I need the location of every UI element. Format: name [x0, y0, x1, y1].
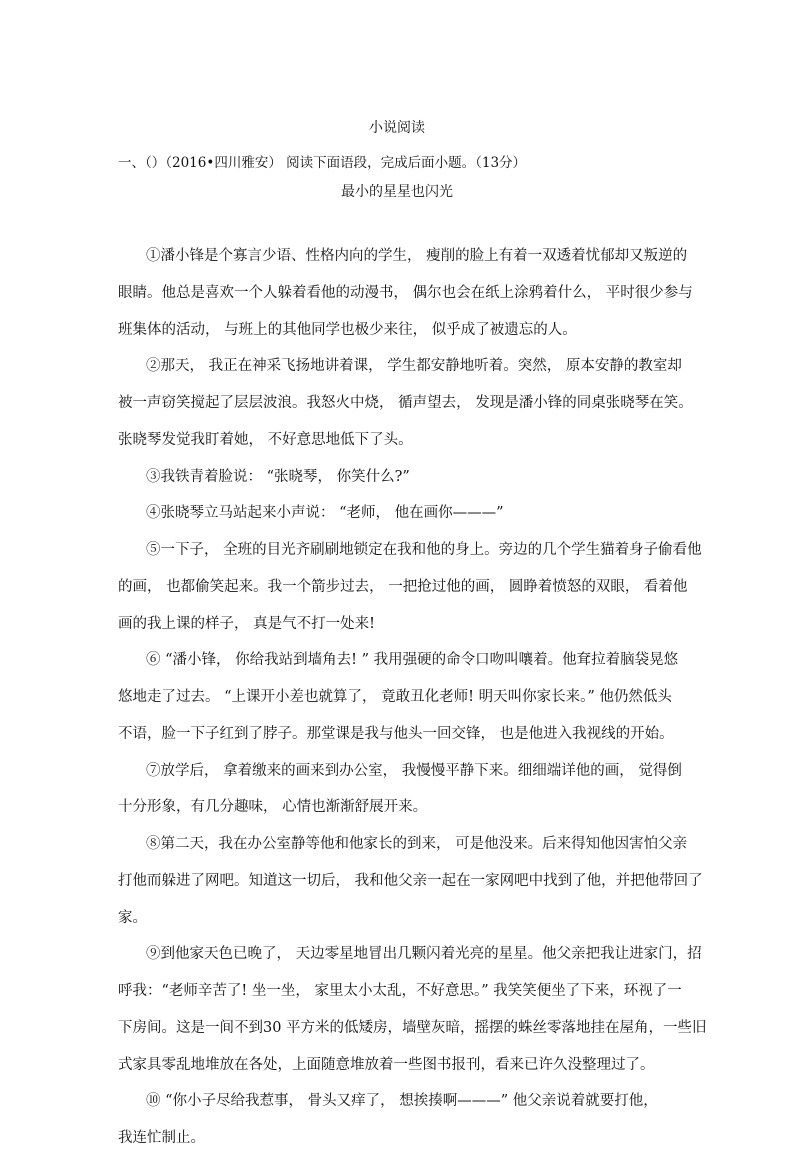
paragraph-line: 打他而躲进了网吧。知道这一切后， 我和他父亲一起在一家网吧中找到了他，并把他带回了 — [118, 872, 703, 889]
section-title: 小说阅读 — [369, 120, 425, 136]
paragraph-line: 不语，脸一下子红到了脖子。那堂课是我与他头一回交锋， 也是他进入我视线的开始。 — [118, 725, 674, 742]
paragraph-line: 被一声窃笑搅起了层层波浪。我怒火中烧， 循声望去， 发现是潘小锋的同桌张晓琴在笑。 — [118, 395, 693, 411]
question-header: 一、（）（2016•四川雅安） 阅读下面语段，完成后面小题。（13分） — [118, 155, 527, 171]
paragraph-line: 十分形象，有几分趣味， 心情也渐渐舒展开来。 — [118, 799, 428, 816]
paragraph-line: ⑨到他家天色已晚了， 天边零星地冒出几颗闪着光亮的星星。他父亲把我让进家门，招 — [146, 946, 702, 963]
paragraph-line: 班集体的活动， 与班上的其他同学也极少来往， 似乎成了被遗忘的人。 — [118, 321, 577, 338]
paragraph-line: ④张晓琴立马站起来小声说： “老师， 他在画你———” — [146, 505, 504, 522]
paragraph-line: ②那天， 我正在神采飞扬地讲着课， 学生都安静地听着。突然， 原本安静的教室却 — [146, 358, 682, 375]
paragraph-line: ⑩ “你小子尽给我惹事， 骨头又痒了， 想挨揍啊———” 他父亲说着就要打他， — [146, 1093, 658, 1110]
paragraph-line: 的画， 也都偷笑起来。我一个箭步过去， 一把抢过他的画， 圆睁着愤怒的双眼， 看着他 — [118, 578, 688, 595]
paragraph-line: ③我铁青着脸说： “张晓琴， 你笑什么?” — [146, 468, 410, 485]
story-title: 最小的星星也闪光 — [341, 184, 453, 200]
paragraph-line: 式家具零乱地堆放在各处，上面随意堆放着一些图书报刊，看来已许久没整理过了。 — [118, 1056, 655, 1073]
paragraph-line: 家。 — [118, 909, 147, 926]
paragraph-line: ⑧第二天，我在办公室静等他和他家长的到来， 可是他没来。后来得知他因害怕父亲 — [146, 836, 688, 852]
paragraph-line: 画的我上课的样子， 真是气不打一处来! — [118, 615, 375, 632]
paragraph-line: 眼睛。他总是喜欢一个人躲着看他的动漫书， 偶尔也会在纸上涂鸦着什么， 平时很少参与 — [118, 284, 693, 301]
paragraph-line: 悠地走了过去。 “上课开小差也就算了， 竟敢丑化老师! 明天叫你家长来。” 他仍然低头 — [118, 689, 672, 705]
paragraph-line: 呼我：“老师辛苦了! 坐一坐， 家里太小太乱，不好意思。” 我笑笑便坐了下来，环视了一 — [118, 983, 682, 999]
paragraph-line: 张晓琴发觉我盯着她， 不好意思地低下了头。 — [118, 431, 413, 448]
paragraph-line: ⑤一下子， 全班的目光齐刷刷地锁定在我和他的身上。旁边的几个学生猫着身子偷看他 — [146, 542, 702, 558]
story-body — [118, 246, 707, 1165]
paragraph-line: 我连忙制止。 — [118, 1130, 205, 1146]
paragraph-line: 下房间。这是一间不到30 平方米的低矮房，墙壁灰暗，摇摆的蛛丝零落地挂在屋角，一些旧 — [118, 1019, 707, 1036]
paragraph-line: ①潘小锋是个寡言少语、性格内向的学生， 瘦削的脸上有着一双透着忧郁却又叛逆的 — [146, 248, 688, 264]
paragraph-line: ⑦放学后， 拿着缴来的画来到办公室， 我慢慢平静下来。细细端详他的画， 觉得倒 — [146, 762, 682, 779]
paragraph-line: ⑥ “潘小锋， 你给我站到墙角去! ” 我用强硬的命令口吻叫嚷着。他耷拉着脑袋晃悠 — [146, 652, 679, 669]
